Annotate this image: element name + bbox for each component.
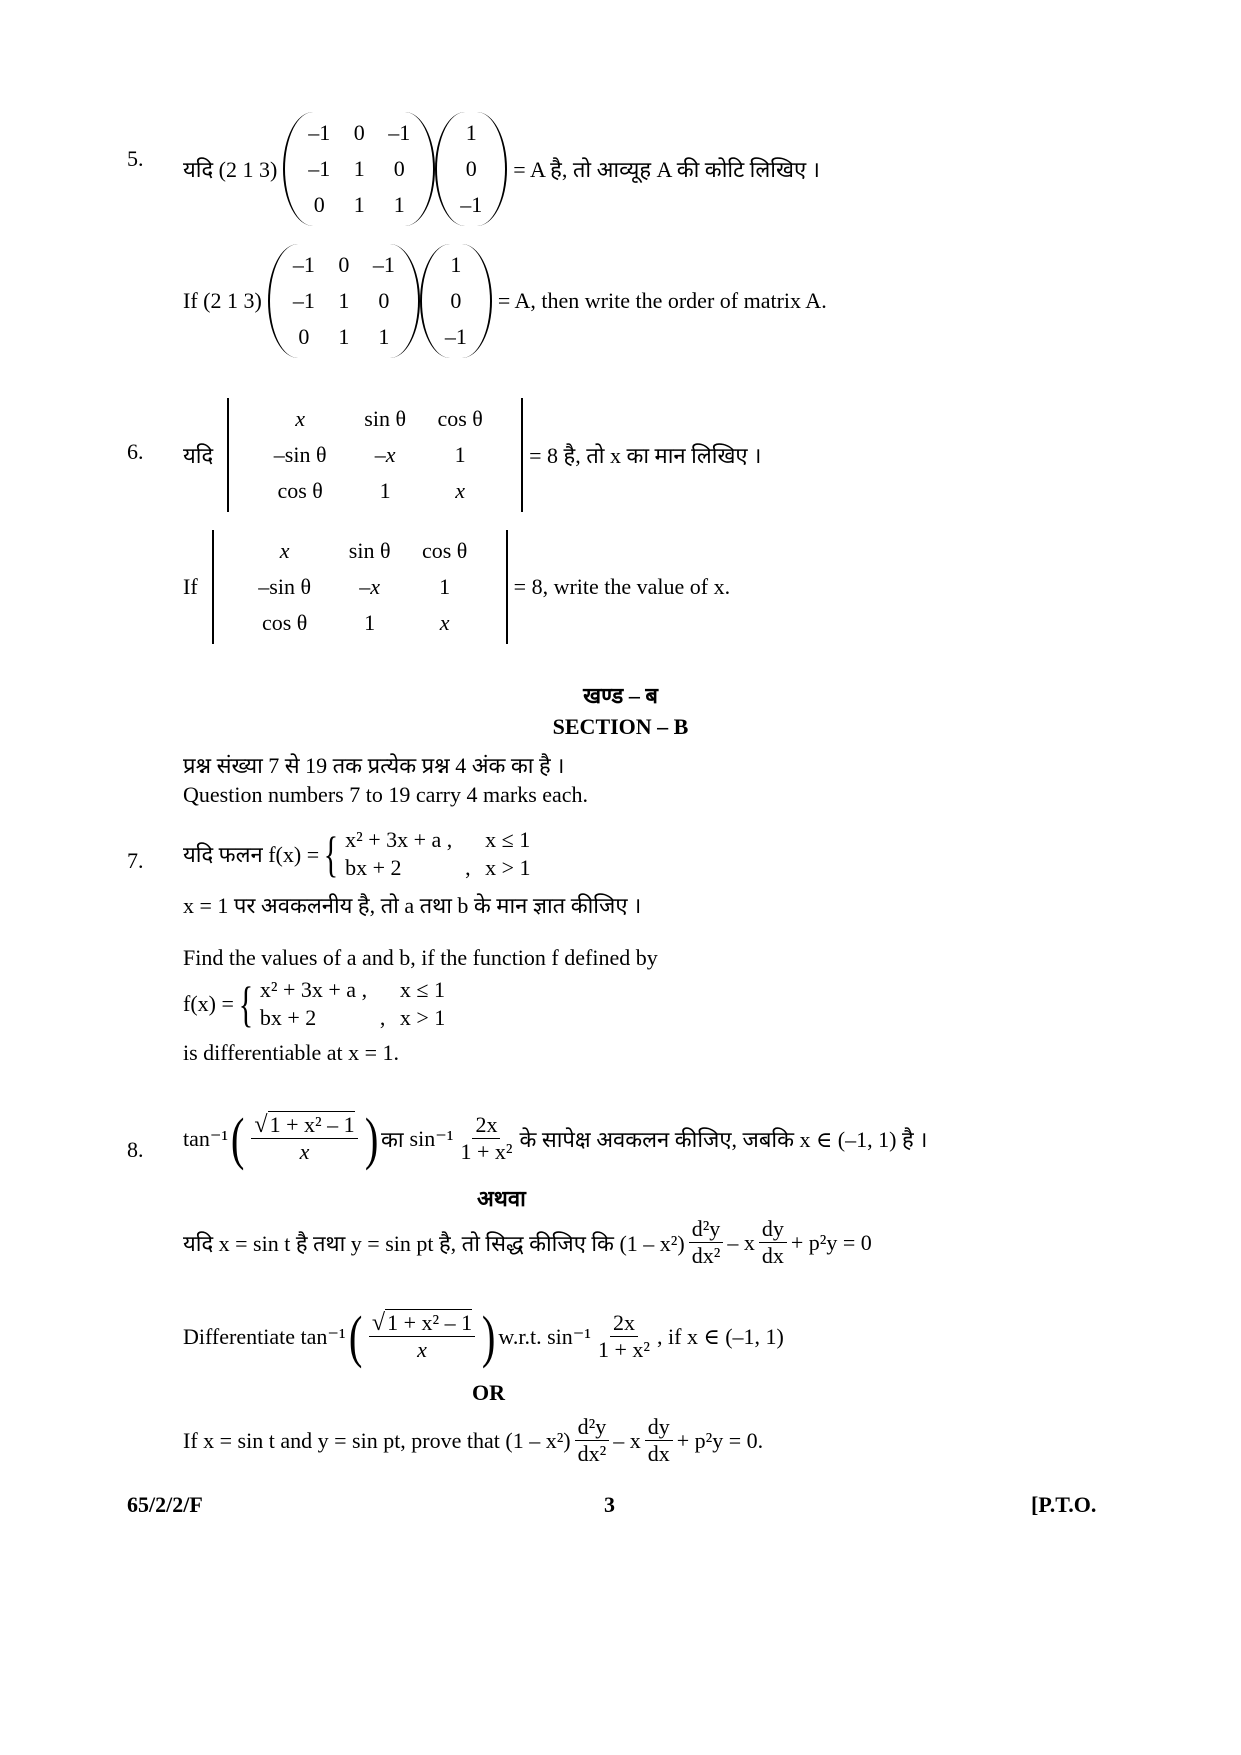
minus-x: – x: [613, 1427, 641, 1453]
q5-vector-hindi: [435, 112, 507, 226]
det-cell: 1: [364, 610, 376, 635]
vector-cell: –1: [460, 192, 483, 217]
fraction: [457, 1112, 515, 1165]
wrt-text: w.r.t. sin⁻¹: [498, 1323, 591, 1349]
vector-cell: 1: [450, 252, 462, 277]
case-comma: ,: [379, 1005, 386, 1030]
vector-cell: 0: [450, 288, 462, 313]
case-expression: x² + 3x + a ,: [345, 827, 453, 852]
q7-english-line1: Find the values of a and b, if the function f defined by: [183, 945, 658, 970]
numerator: 2x: [472, 1112, 500, 1139]
section-title-english: SECTION – B: [552, 714, 689, 739]
case-expression: bx + 2: [259, 1005, 317, 1030]
q5-hindi-suffix: = A है, तो आव्यूह A की कोटि लिखिए ।: [513, 157, 820, 182]
det-cell: cos θ: [277, 478, 323, 503]
radical-icon: √: [254, 1112, 268, 1138]
denominator: dx: [647, 1441, 670, 1466]
det-cell: cos θ: [261, 610, 308, 635]
denominator: 1 + x²: [460, 1139, 513, 1164]
equation-tail: + p²y = 0.: [676, 1427, 764, 1453]
question-number-7: 7.: [127, 848, 144, 873]
matrix-cell: 0: [393, 156, 405, 181]
section-note-english: Question numbers 7 to 19 carry 4 marks each.: [183, 782, 589, 807]
denominator: 1 + x²: [597, 1337, 650, 1362]
matrix-cell: –1: [292, 288, 315, 313]
denominator: dx²: [577, 1441, 607, 1466]
q8-english-diff: Differentiate tan⁻¹: [183, 1323, 346, 1349]
first-derivative: [645, 1414, 673, 1467]
det-cell: x: [439, 610, 450, 635]
left-paren-icon: (: [230, 1105, 245, 1171]
numerator: d²y: [575, 1414, 610, 1441]
matrix-cell: –1: [308, 120, 331, 145]
det-cell: 1: [379, 478, 391, 503]
det-cell: –sin θ: [258, 574, 312, 599]
case-expression: bx + 2: [345, 855, 402, 880]
matrix-cell: 1: [353, 192, 365, 217]
q7-english-line3: is differentiable at x = 1.: [183, 1040, 400, 1065]
numerator: d²y: [689, 1216, 724, 1243]
question-number-5: 5.: [127, 146, 144, 171]
q7-hindi-function: [183, 826, 545, 882]
matrix-cell: 0: [313, 192, 325, 217]
section-note-hindi: प्रश्न संख्या 7 से 19 तक प्रत्येक प्रश्न 4 अंक का है ।: [183, 753, 565, 778]
left-paren-icon: (: [348, 1303, 362, 1369]
denominator: dx²: [691, 1243, 721, 1268]
det-cell: cos θ: [421, 538, 468, 563]
pto-label: [P.T.O.: [1031, 1492, 1097, 1517]
matrix-cell: 0: [298, 324, 310, 349]
q5-matrix-english: [268, 244, 420, 358]
q6-english-prefix: If: [183, 574, 198, 599]
paper-code: 65/2/2/F: [127, 1492, 203, 1517]
q5-hindi-line: [183, 112, 820, 226]
second-derivative: [689, 1216, 724, 1269]
matrix-cell: 1: [338, 324, 350, 349]
case-expression: x² + 3x + a ,: [259, 977, 368, 1002]
q8-english-or-prefix: If x = sin t and y = sin pt, prove that (1 – x²): [183, 1427, 571, 1453]
det-cell: sin θ: [348, 538, 391, 563]
equation-tail: + p²y = 0: [790, 1229, 872, 1255]
matrix-cell: –1: [388, 120, 411, 145]
matrix-cell: 1: [393, 192, 405, 217]
q7-hindi-prefix: यदि फलन f(x) =: [183, 842, 320, 867]
q5-hindi-prefix: यदि (2 1 3): [183, 157, 278, 182]
right-paren-icon: ): [481, 1303, 496, 1369]
numerator: 2x: [610, 1310, 638, 1337]
q8-english-line: [183, 1303, 784, 1369]
question-number-8: 8.: [127, 1137, 144, 1162]
det-cell: 1: [439, 574, 451, 599]
matrix-cell: –1: [292, 252, 315, 277]
case-condition: x > 1: [399, 1005, 446, 1030]
matrix-cell: 0: [353, 120, 365, 145]
denominator: x: [417, 1337, 427, 1362]
brace-icon: {: [238, 976, 254, 1032]
radicand: 1 + x² – 1: [269, 1112, 355, 1137]
vector-cell: 1: [465, 120, 477, 145]
q6-hindi-line: [183, 398, 761, 512]
q6-determinant-english: [212, 530, 508, 644]
matrix-cell: 1: [378, 324, 390, 349]
case-comma: ,: [465, 855, 471, 880]
q8-hindi-or-prefix: यदि x = sin t है तथा y = sin pt है, तो सिद्ध कीजिए कि (1 – x²): [183, 1230, 685, 1256]
sqrt-fraction: [369, 1310, 475, 1363]
matrix-cell: –1: [372, 252, 395, 277]
case-condition: x ≤ 1: [485, 827, 531, 852]
q5-vector-english: [420, 244, 492, 358]
piecewise-definition: [319, 826, 545, 882]
matrix-cell: 0: [338, 252, 350, 277]
case-condition: x ≤ 1: [399, 977, 445, 1002]
vector-cell: –1: [444, 324, 467, 349]
matrix-cell: –1: [308, 156, 331, 181]
denominator: dx: [761, 1243, 784, 1268]
q5-english-line: [183, 244, 827, 358]
first-derivative: [759, 1216, 787, 1269]
det-cell: –x: [359, 574, 381, 599]
q7-hindi-line2: x = 1 पर अवकलनीय है, तो a तथा b के मान ज्ञात कीजिए ।: [183, 893, 642, 918]
numerator: dy: [759, 1216, 787, 1243]
denominator: x: [299, 1139, 310, 1164]
q7-english-function: [183, 976, 460, 1032]
q8-hindi-or-line: [183, 1216, 872, 1269]
matrix-cell: 0: [378, 288, 390, 313]
matrix-cell: 1: [338, 288, 350, 313]
sqrt-fraction: [251, 1112, 357, 1165]
page-number: 3: [604, 1492, 615, 1517]
case-condition: x > 1: [485, 855, 531, 880]
q6-determinant-hindi: [227, 398, 523, 512]
q8-hindi-line: [183, 1105, 928, 1171]
question-number-6: 6.: [127, 439, 144, 464]
tan-inverse: tan⁻¹: [183, 1125, 229, 1151]
q5-matrix-hindi: [283, 112, 435, 226]
radical-icon: √: [371, 1310, 386, 1336]
q5-english-prefix: If (2 1 3): [183, 288, 262, 313]
q6-hindi-prefix: यदि: [183, 443, 214, 468]
numerator: dy: [645, 1414, 673, 1441]
q8-english-tail: , if x ∈ (–1, 1): [657, 1323, 784, 1349]
det-cell: x: [279, 538, 290, 563]
section-title-hindi: खण्ड – ब: [583, 683, 658, 708]
second-derivative: [575, 1414, 610, 1467]
q7-english-fx: f(x) =: [183, 991, 234, 1016]
hindi-ka: का: [380, 1126, 404, 1152]
det-cell: –x: [374, 442, 396, 467]
det-cell: x: [295, 406, 306, 431]
q6-english-line: [183, 530, 730, 644]
q8-hindi-tail: के सापेक्ष अवकलन कीजिए, जबकि x ∈ (–1, 1) है ।: [519, 1126, 928, 1152]
q6-english-suffix: = 8, write the value of x.: [513, 574, 731, 599]
det-cell: x: [455, 478, 466, 503]
det-cell: 1: [454, 442, 466, 467]
minus-x: – x: [727, 1229, 755, 1255]
fraction: [595, 1310, 653, 1363]
q6-hindi-suffix: = 8 है, तो x का मान लिखिए ।: [529, 443, 762, 468]
vector-cell: 0: [465, 156, 477, 181]
det-cell: sin θ: [364, 406, 406, 431]
radicand: 1 + x² – 1: [387, 1310, 473, 1335]
det-cell: cos θ: [437, 406, 483, 431]
matrix-cell: 1: [353, 156, 365, 181]
brace-icon: {: [323, 826, 339, 882]
q5-english-suffix: = A, then write the order of matrix A.: [497, 288, 827, 313]
sin-inverse: sin⁻¹: [409, 1125, 454, 1151]
right-paren-icon: ): [364, 1105, 379, 1171]
piecewise-definition: [234, 976, 460, 1032]
or-hindi: अथवा: [477, 1186, 526, 1211]
q8-english-or-line: [183, 1414, 763, 1467]
det-cell: –sin θ: [273, 442, 327, 467]
or-english: OR: [472, 1380, 505, 1405]
